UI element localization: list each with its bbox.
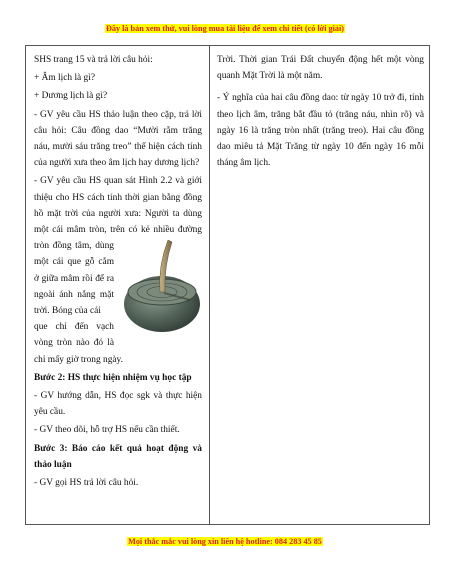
step-3-call: - GV gọi HS trả lời câu hỏi. (34, 478, 139, 489)
sundial-intro-text-continued: kẻ nhiều đường tròn đồng tâm, dùng một cái que gỗ cắm ở giữa mâm rồi để ra ngoài ánh nắng mặt trời. Bóng của cái (34, 225, 202, 317)
step-2-guidance: - GV hướng dẫn, HS đọc sgk và thực hiện yêu cầu. (34, 391, 202, 418)
sundial-conclusion: que chỉ đến vạch vòng tròn nào đó là chỉ mấy giờ trong ngày. (34, 322, 123, 365)
pair-discussion-task: - GV yêu cầu HS thảo luận theo cặp, trả lời câu hỏi: Câu đồng dao “Mười rằm trăng náu, mười sáu trăng treo” thể hiện cách tính của người xưa theo âm lịch hay dương lịch? (34, 109, 202, 169)
right-column (217, 52, 424, 177)
lesson-table (25, 45, 430, 525)
folk-verse-meaning: - Ý nghĩa của hai câu đồng dao: từ ngày 10 trở đi, tính theo lịch âm, trăng bắt đầu tỏ (trăng náu, nhìn rõ) và ngày 16 là trăng tròn nhất (trăng treo). Hai câu đồng dao miêu tả Mặt Trăng từ ngày 10 đến ngày 16 mỗi tháng âm lịch. (217, 93, 424, 169)
sundial-image (120, 236, 204, 336)
question-lunar: + Âm lịch là gì? (34, 73, 96, 84)
hotline-banner (0, 537, 450, 546)
preview-notice-banner (0, 24, 450, 33)
column-divider (209, 46, 210, 524)
instruction-text: SHS trang 15 và trả lời câu hỏi: (34, 55, 153, 65)
preview-notice-text: Đây là bản xem thử, vui lòng mua tài liệu để xem chi tiết (có lời giải) (105, 24, 344, 33)
earth-orbit-text: Trời. Thời gian Trái Đất chuyển động hết một vòng quanh Mặt Trời là một năm. (217, 55, 424, 82)
question-solar: + Dương lịch là gì? (34, 91, 108, 102)
step-2-support: - GV theo dõi, hỗ trợ HS nếu cần thiết. (34, 425, 180, 436)
step-2-title: Bước 2: HS thực hiện nhiệm vụ học tập (34, 372, 192, 383)
sundial-intro-text: - GV yêu cầu HS quan sát Hình 2.2 và giới thiệu cho HS cách tính thời gian bằng đồng hồ mặt trời của người xưa: Người ta dùng một cái mâm tròn, trên có (34, 176, 202, 236)
step-3-title: Bước 3: Báo cáo kết quả hoạt động và thảo luận (34, 443, 202, 470)
hotline-text: Mọi thắc mắc vui lòng xin liên hệ hotline: 084 283 45 85 (128, 537, 322, 546)
